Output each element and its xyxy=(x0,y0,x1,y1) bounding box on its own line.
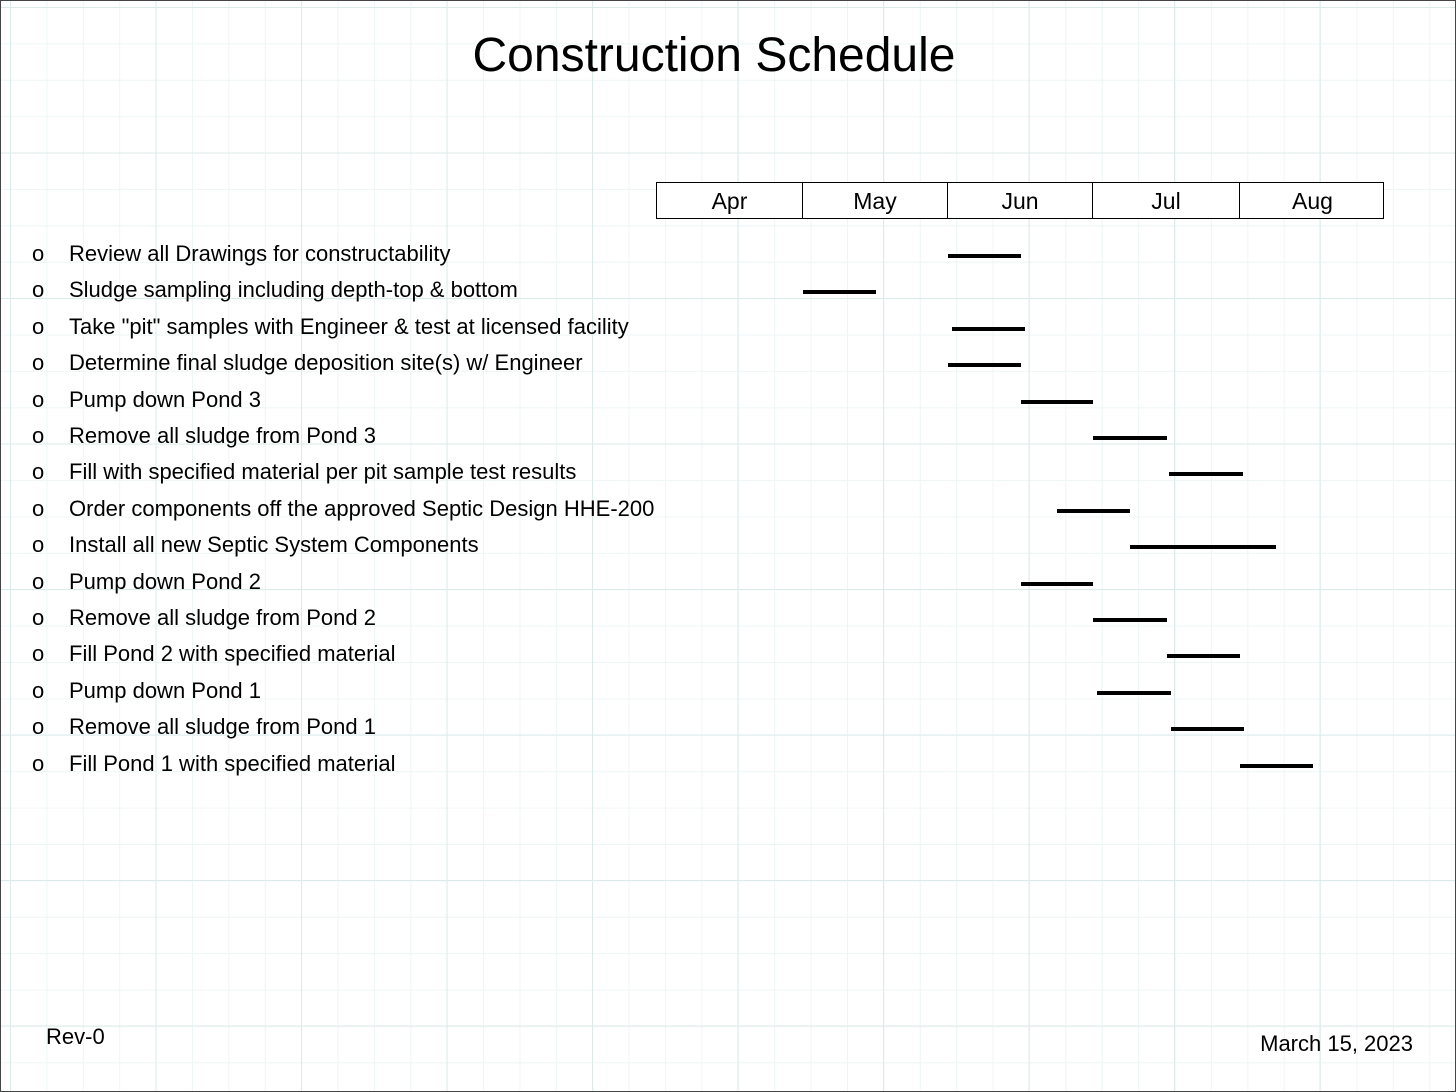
bullet-marker: o xyxy=(32,459,45,485)
gantt-bar xyxy=(1093,618,1167,622)
task-label: Install all new Septic System Components xyxy=(69,532,479,558)
gantt-bar xyxy=(948,363,1021,367)
task-label: Remove all sludge from Pond 1 xyxy=(69,714,376,740)
bullet-marker: o xyxy=(32,750,45,776)
task-label: Review all Drawings for constructability xyxy=(69,241,451,266)
bullet-marker: o xyxy=(32,350,45,376)
gantt-bar xyxy=(1057,509,1130,513)
task-label: Remove all sludge from Pond 2 xyxy=(69,605,376,630)
gantt-bar xyxy=(1021,582,1094,586)
gantt-bar xyxy=(1240,764,1313,768)
task-label: Fill Pond 1 with specified material xyxy=(69,750,396,776)
gantt-bar xyxy=(803,290,876,294)
bullet-marker: o xyxy=(32,313,45,339)
gantt-bar xyxy=(1171,727,1244,731)
month-cell-aug: Aug xyxy=(1292,188,1333,214)
month-cell-apr: Apr xyxy=(657,183,803,218)
gantt-bar xyxy=(952,327,1025,331)
gantt-bar xyxy=(1093,436,1167,440)
page-title: Construction Schedule xyxy=(472,29,956,82)
gantt-bar xyxy=(1169,472,1242,476)
bullet-marker: o xyxy=(32,277,45,303)
task-label: Remove all sludge from Pond 3 xyxy=(69,423,376,448)
task-label: Fill with specified material per pit sample test results xyxy=(69,459,577,485)
bullet-marker: o xyxy=(32,241,45,266)
bullet-marker: o xyxy=(32,423,45,448)
gantt-bar xyxy=(1130,545,1277,549)
task-label: Pump down Pond 3 xyxy=(69,386,262,412)
month-cell-may: May xyxy=(803,183,948,218)
month-cell-jul: Jul xyxy=(1093,183,1240,218)
bullet-marker: o xyxy=(32,714,45,740)
task-label: Determine final sludge deposition site(s) w/ Engineer xyxy=(69,350,583,376)
task-label: Pump down Pond 2 xyxy=(69,568,262,594)
bullet-marker: o xyxy=(32,677,45,703)
month-header xyxy=(656,182,1384,219)
task-label: Sludge sampling including depth-top & bottom xyxy=(69,277,518,303)
task-label: Order components off the approved Septic Design HHE-200 xyxy=(69,495,655,521)
task-label: Pump down Pond 1 xyxy=(69,677,262,703)
bullet-marker: o xyxy=(32,495,45,521)
bullet-marker: o xyxy=(32,386,45,412)
month-cell-jun: Jun xyxy=(948,183,1093,218)
gantt-bar xyxy=(1021,400,1094,404)
gantt-bar xyxy=(1167,654,1241,658)
date-label: March 15, 2023 xyxy=(1260,1031,1413,1056)
revision-label: Rev-0 xyxy=(46,1024,105,1049)
task-label: Take "pit" samples with Engineer & test at licensed facility xyxy=(69,313,629,339)
bullet-marker: o xyxy=(32,641,45,667)
bullet-marker: o xyxy=(32,605,45,630)
bullet-marker: o xyxy=(32,532,45,558)
task-label: Fill Pond 2 with specified material xyxy=(69,641,396,667)
bullet-marker: o xyxy=(32,568,45,594)
gantt-bar xyxy=(948,254,1021,258)
gantt-bar xyxy=(1097,691,1171,695)
